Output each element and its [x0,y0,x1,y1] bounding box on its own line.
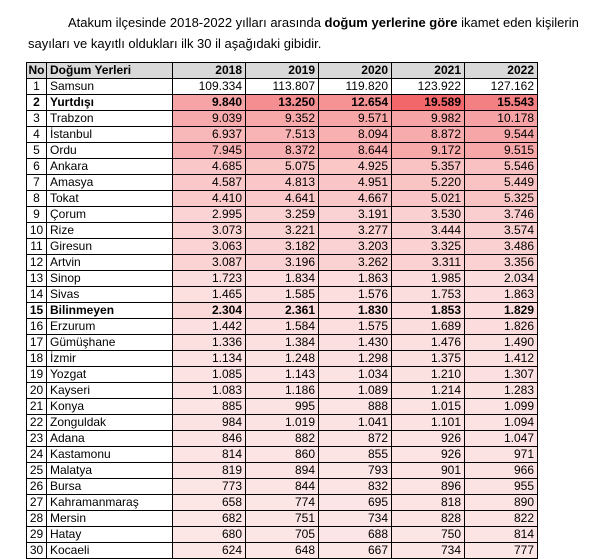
value-cell: 19.589 [392,95,465,111]
birthplace-name: Samsun [47,79,173,95]
row-number: 25 [27,463,47,479]
birthplace-name: Malatya [47,463,173,479]
table-row [27,223,538,239]
value-cell: 3.746 [465,207,538,223]
table-body [27,79,538,559]
value-cell: 3.203 [319,239,392,255]
birthplace-name: Tokat [47,191,173,207]
table-row [27,127,538,143]
value-cell: 1.041 [319,415,392,431]
birthplace-name: İstanbul [47,127,173,143]
value-cell: 5.546 [465,159,538,175]
value-cell: 828 [392,511,465,527]
row-number: 14 [27,287,47,303]
intro-text-1: Atakum ilçesinde 2018-2022 yılları arasında [68,15,325,30]
row-number: 5 [27,143,47,159]
value-cell: 872 [319,431,392,447]
value-cell: 855 [319,447,392,463]
table-row [27,463,538,479]
value-cell: 4.925 [319,159,392,175]
value-cell: 8.872 [392,127,465,143]
value-cell: 6.937 [173,127,246,143]
value-cell: 658 [173,495,246,511]
value-cell: 1.584 [246,319,319,335]
value-cell: 1.101 [392,415,465,431]
row-number: 8 [27,191,47,207]
value-cell: 955 [465,479,538,495]
row-number: 18 [27,351,47,367]
value-cell: 750 [392,527,465,543]
value-cell: 8.372 [246,143,319,159]
birthplace-name: Konya [47,399,173,415]
table-row [27,383,538,399]
value-cell: 894 [246,463,319,479]
table-row [27,447,538,463]
table-row [27,143,538,159]
value-cell: 3.311 [392,255,465,271]
value-cell: 818 [392,495,465,511]
birthplace-name: Yurtdışı [47,95,173,111]
value-cell: 3.182 [246,239,319,255]
table-header-row [27,63,538,79]
birthplace-name: Kahramanmaraş [47,495,173,511]
value-cell: 1.723 [173,271,246,287]
value-cell: 1.753 [392,287,465,303]
birthplace-name: Erzurum [47,319,173,335]
value-cell: 1.585 [246,287,319,303]
value-cell: 1.083 [173,383,246,399]
value-cell: 3.486 [465,239,538,255]
value-cell: 814 [465,527,538,543]
birthplace-table [26,62,538,559]
row-number: 29 [27,527,47,543]
value-cell: 9.571 [319,111,392,127]
birthplace-name: Bursa [47,479,173,495]
value-cell: 667 [319,543,392,559]
header-birthplace: Doğum Yerleri [47,63,173,79]
row-number: 3 [27,111,47,127]
value-cell: 1.089 [319,383,392,399]
value-cell: 3.325 [392,239,465,255]
intro-bold-text: doğum yerlerine göre [324,15,458,30]
value-cell: 9.172 [392,143,465,159]
table-row [27,287,538,303]
value-cell: 1.430 [319,335,392,351]
value-cell: 1.298 [319,351,392,367]
birthplace-name: Giresun [47,239,173,255]
table-row [27,239,538,255]
table-row [27,159,538,175]
value-cell: 695 [319,495,392,511]
value-cell: 888 [319,399,392,415]
value-cell: 1.214 [392,383,465,399]
row-number: 28 [27,511,47,527]
value-cell: 113.807 [246,79,319,95]
value-cell: 688 [319,527,392,543]
table-row [27,543,538,559]
value-cell: 966 [465,463,538,479]
value-cell: 819 [173,463,246,479]
birthplace-name: Hatay [47,527,173,543]
value-cell: 9.544 [465,127,538,143]
value-cell: 12.654 [319,95,392,111]
birthplace-name: Ordu [47,143,173,159]
row-number: 9 [27,207,47,223]
table-row [27,399,538,415]
value-cell: 3.221 [246,223,319,239]
value-cell: 4.951 [319,175,392,191]
value-cell: 4.813 [246,175,319,191]
value-cell: 13.250 [246,95,319,111]
value-cell: 127.162 [465,79,538,95]
value-cell: 9.352 [246,111,319,127]
birthplace-name: Artvin [47,255,173,271]
birthplace-name: Kastamonu [47,447,173,463]
table-row [27,95,538,111]
row-number: 7 [27,175,47,191]
value-cell: 1.575 [319,319,392,335]
value-cell: 4.410 [173,191,246,207]
header-2019: 2019 [246,63,319,79]
value-cell: 1.442 [173,319,246,335]
value-cell: 9.039 [173,111,246,127]
birthplace-name: Zonguldak [47,415,173,431]
value-cell: 10.178 [465,111,538,127]
value-cell: 1.830 [319,303,392,319]
birthplace-name: İzmir [47,351,173,367]
value-cell: 984 [173,415,246,431]
value-cell: 1.134 [173,351,246,367]
value-cell: 995 [246,399,319,415]
value-cell: 1.863 [465,287,538,303]
value-cell: 1.248 [246,351,319,367]
row-number: 16 [27,319,47,335]
row-number: 19 [27,367,47,383]
value-cell: 971 [465,447,538,463]
value-cell: 4.641 [246,191,319,207]
birthplace-name: Trabzon [47,111,173,127]
row-number: 23 [27,431,47,447]
value-cell: 734 [392,543,465,559]
row-number: 24 [27,447,47,463]
table-row [27,207,538,223]
value-cell: 5.021 [392,191,465,207]
row-number: 17 [27,335,47,351]
value-cell: 8.094 [319,127,392,143]
birthplace-name: Kocaeli [47,543,173,559]
row-number: 2 [27,95,47,111]
value-cell: 2.995 [173,207,246,223]
value-cell: 3.063 [173,239,246,255]
table-row [27,527,538,543]
table-row [27,175,538,191]
value-cell: 3.196 [246,255,319,271]
table-row [27,271,538,287]
value-cell: 1.412 [465,351,538,367]
value-cell: 885 [173,399,246,415]
value-cell: 2.361 [246,303,319,319]
birthplace-name: Mersin [47,511,173,527]
value-cell: 3.087 [173,255,246,271]
birthplace-name: Ankara [47,159,173,175]
value-cell: 9.515 [465,143,538,159]
table-row [27,191,538,207]
value-cell: 832 [319,479,392,495]
value-cell: 1.384 [246,335,319,351]
value-cell: 793 [319,463,392,479]
row-number: 26 [27,479,47,495]
value-cell: 1.853 [392,303,465,319]
birthplace-name: Yozgat [47,367,173,383]
birthplace-name: Sivas [47,287,173,303]
header-2022: 2022 [465,63,538,79]
value-cell: 860 [246,447,319,463]
value-cell: 119.820 [319,79,392,95]
value-cell: 1.143 [246,367,319,383]
birthplace-name: Kayseri [47,383,173,399]
value-cell: 1.490 [465,335,538,351]
value-cell: 109.334 [173,79,246,95]
table-row [27,479,538,495]
value-cell: 3.073 [173,223,246,239]
row-number: 20 [27,383,47,399]
table-row [27,111,538,127]
value-cell: 1.094 [465,415,538,431]
value-cell: 4.667 [319,191,392,207]
row-number: 4 [27,127,47,143]
value-cell: 3.530 [392,207,465,223]
row-number: 1 [27,79,47,95]
table-row [27,351,538,367]
value-cell: 15.543 [465,95,538,111]
value-cell: 926 [392,431,465,447]
value-cell: 822 [465,511,538,527]
value-cell: 1.307 [465,367,538,383]
intro-paragraph [28,12,584,54]
header-no: No [28,63,45,77]
value-cell: 1.186 [246,383,319,399]
birthplace-name: Adana [47,431,173,447]
value-cell: 1.019 [246,415,319,431]
value-cell: 846 [173,431,246,447]
birthplace-name: Amasya [47,175,173,191]
value-cell: 1.476 [392,335,465,351]
value-cell: 844 [246,479,319,495]
table-row [27,335,538,351]
value-cell: 1.829 [465,303,538,319]
row-number: 10 [27,223,47,239]
value-cell: 1.826 [465,319,538,335]
value-cell: 1.283 [465,383,538,399]
value-cell: 1.047 [465,431,538,447]
value-cell: 123.922 [392,79,465,95]
value-cell: 5.357 [392,159,465,175]
table-row [27,511,538,527]
value-cell: 901 [392,463,465,479]
value-cell: 3.356 [465,255,538,271]
value-cell: 682 [173,511,246,527]
table-row [27,303,538,319]
value-cell: 1.099 [465,399,538,415]
value-cell: 1.576 [319,287,392,303]
value-cell: 9.982 [392,111,465,127]
value-cell: 1.834 [246,271,319,287]
value-cell: 680 [173,527,246,543]
value-cell: 5.220 [392,175,465,191]
value-cell: 5.325 [465,191,538,207]
birthplace-name: Çorum [47,207,173,223]
value-cell: 4.685 [173,159,246,175]
table-row [27,79,538,95]
row-number: 6 [27,159,47,175]
value-cell: 7.945 [173,143,246,159]
value-cell: 774 [246,495,319,511]
value-cell: 3.574 [465,223,538,239]
value-cell: 890 [465,495,538,511]
value-cell: 1.689 [392,319,465,335]
row-number: 11 [27,239,47,255]
intro-text-2: ikamet eden kişilerin sayıları ve kayıtlı oldukları ilk 30 il aşağıdaki gibidir. [28,15,579,51]
value-cell: 1.210 [392,367,465,383]
value-cell: 751 [246,511,319,527]
value-cell: 1.465 [173,287,246,303]
value-cell: 1.034 [319,367,392,383]
table-row [27,255,538,271]
value-cell: 777 [465,543,538,559]
header-2021: 2021 [392,63,465,79]
value-cell: 5.075 [246,159,319,175]
value-cell: 648 [246,543,319,559]
value-cell: 773 [173,479,246,495]
value-cell: 3.444 [392,223,465,239]
value-cell: 7.513 [246,127,319,143]
value-cell: 3.259 [246,207,319,223]
row-number: 15 [27,303,47,319]
table-row [27,495,538,511]
value-cell: 1.015 [392,399,465,415]
value-cell: 1.375 [392,351,465,367]
value-cell: 5.449 [465,175,538,191]
birthplace-name: Gümüşhane [47,335,173,351]
value-cell: 624 [173,543,246,559]
table-row [27,431,538,447]
table-row [27,367,538,383]
table-row [27,319,538,335]
value-cell: 3.191 [319,207,392,223]
value-cell: 926 [392,447,465,463]
value-cell: 4.587 [173,175,246,191]
value-cell: 2.304 [173,303,246,319]
value-cell: 3.277 [319,223,392,239]
header-2018: 2018 [173,63,246,79]
row-number: 12 [27,255,47,271]
value-cell: 814 [173,447,246,463]
table-row [27,415,538,431]
value-cell: 9.840 [173,95,246,111]
value-cell: 1.985 [392,271,465,287]
value-cell: 882 [246,431,319,447]
header-2020: 2020 [319,63,392,79]
value-cell: 1.085 [173,367,246,383]
value-cell: 8.644 [319,143,392,159]
value-cell: 3.262 [319,255,392,271]
value-cell: 2.034 [465,271,538,287]
value-cell: 1.863 [319,271,392,287]
row-number: 13 [27,271,47,287]
row-number: 30 [27,543,47,559]
value-cell: 896 [392,479,465,495]
birthplace-name: Sinop [47,271,173,287]
row-number: 27 [27,495,47,511]
row-number: 22 [27,415,47,431]
value-cell: 734 [319,511,392,527]
birthplace-name: Bilinmeyen [47,303,173,319]
value-cell: 1.336 [173,335,246,351]
birthplace-name: Rize [47,223,173,239]
row-number: 21 [27,399,47,415]
value-cell: 705 [246,527,319,543]
